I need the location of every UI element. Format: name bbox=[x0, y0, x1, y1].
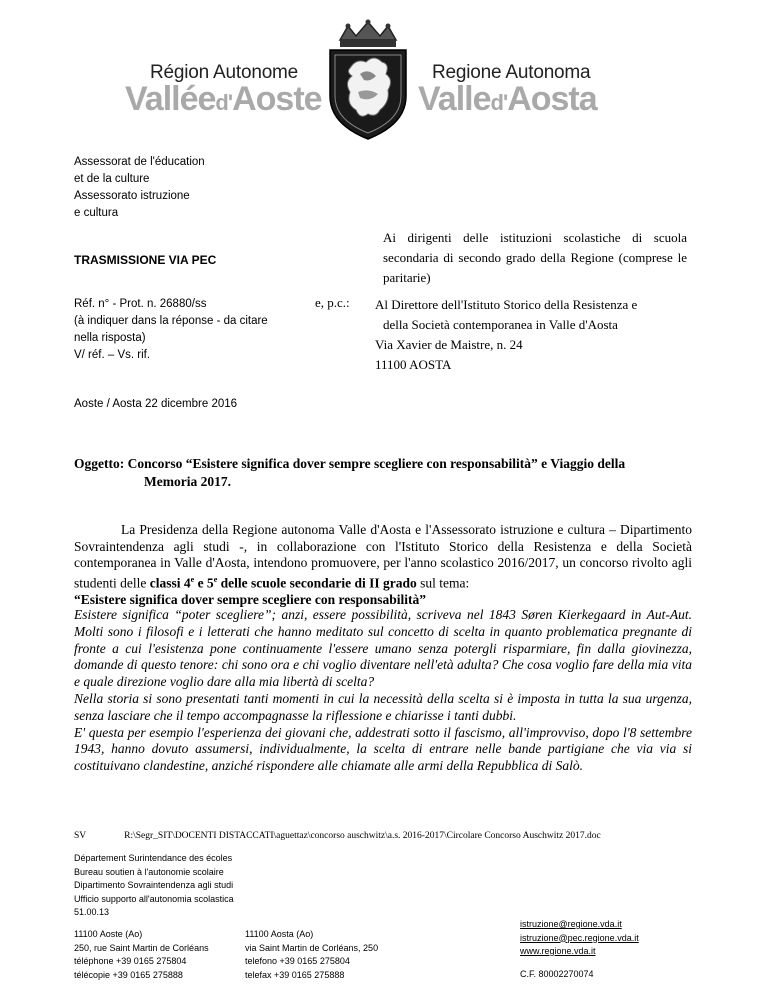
body-paragraph: Nella storia si sono presentati tanti momenti in cui la necessità della scelta si è imposta in tutta la sua urgenza, senza lasciare che il tempo accompagnasse la riflessione e chiarisse i tanti dubbi. bbox=[74, 690, 692, 723]
contest-theme: “Esistere significa dover sempre scegliere con responsabilità” bbox=[74, 591, 426, 607]
author-initials: SV bbox=[74, 831, 87, 841]
footer-file-path: SV R:\Segr_SIT\DOCENTI DISTACCATI\aguettaz\concorso auschwitz\a.s. 2016-2017\Circolare Concorso Auschwitz 2017.doc bbox=[74, 831, 601, 841]
primary-recipient: Ai dirigenti delle istituzioni scolastiche di scuola secondaria di secondo grado della Regione (comprese le paritarie) bbox=[383, 230, 687, 285]
logo-left-big-text: Valléed'Aoste bbox=[125, 80, 322, 118]
reference-block bbox=[74, 296, 294, 364]
subject bbox=[74, 455, 692, 491]
recipient-line: della Società contemporanea in Valle d'Aosta bbox=[383, 317, 618, 332]
reference-note: (à indiquer dans la réponse - da citare nella risposta) bbox=[74, 315, 268, 344]
coat-of-arms-icon bbox=[320, 18, 416, 142]
recipient-line: 11100 AOSTA bbox=[375, 357, 452, 372]
body-intro: La Presidenza della Regione autonoma Valle d'Aosta e l'Assessorato istruzione e cultura – Dipartimento Sovraintendenza agli studi -, in collaborazione con l'Istituto Storico della Resistenza e della Società contemporanea in Valle d'Aosta, intendono promuovere, per l'anno scolastico 2016/2017, un concorso rivolto agli studenti delle classi 4e e 5e delle scuole secondarie di II grado sul tema: “Esistere significa dover sempre scegliere con responsabilità” bbox=[74, 522, 692, 607]
department-line: et de la culture bbox=[74, 173, 150, 185]
body-paragraph: Esistere significa “poter scegliere”; anzi, essere possibilità, scriveva nel 1843 Søren Kierkegaard in Aut-Aut. Molti sono i filosofi e i letterati che hanno meditato sul concetto di scelta in quanto problematica pregnante di fronte a cui l'esistenza pone continuamente l'essere umano senza potergli risparmiare, fin dalla giovinezza, domande di questo tenore: chi sono ora e chi voglio diventare nell'età adulta? Che cosa voglio fare della mia vita e quale direzione voglio dare alla mia libertà di scelta? bbox=[74, 607, 692, 690]
secondary-recipient bbox=[375, 295, 690, 375]
your-reference: V/ réf. – Vs. rif. bbox=[74, 349, 151, 361]
subject-line-1: Oggetto: Concorso “Esistere significa dover sempre scegliere con responsabilità” e Viaggio della bbox=[74, 456, 626, 471]
email-link[interactable]: istruzione@regione.vda.it bbox=[520, 919, 622, 929]
cc-label: e, p.c.: bbox=[315, 295, 350, 310]
tax-code: C.F. 80002270074 bbox=[520, 969, 594, 979]
footer-address-fr: 11100 Aoste (Ao) 250, rue Saint Martin de Corléans téléphone +39 0165 275804 télécopie +39 0165 275888 bbox=[74, 929, 209, 980]
transmission-label: TRASMISSIONE VIA PEC bbox=[74, 253, 217, 267]
department-line: Assessorato istruzione bbox=[74, 190, 190, 202]
recipient-line: Via Xavier de Maistre, n. 24 bbox=[375, 337, 523, 352]
recipient-line: Al Direttore dell'Istituto Storico della Resistenza e bbox=[375, 297, 638, 312]
department-line: e cultura bbox=[74, 207, 119, 219]
body-paragraph: E' questa per esempio l'esperienza dei giovani che, addestrati sotto il fascismo, all'improvviso, dopo l'8 settembre 1943, hanno dovuto assumersi, individualmente, la scelta di entrare nelle bande partigiane che via via si costituivano clandestine, anziché rispondere alle chiamate alle armi della Repubblica di Salò. bbox=[74, 724, 692, 774]
protocol-number: Réf. n° - Prot. n. 26880/ss bbox=[74, 298, 207, 310]
logo-left-small-text: Région Autonome bbox=[150, 62, 299, 83]
logo-right-small-text: Regione Autonoma bbox=[432, 62, 591, 83]
footer-department: Département Surintendance des écoles Bureau soutien à l'autonomie scolaire Dipartimento Sovraintendenza agli studi Ufficio supporto all'autonomia scolastica 51.00.13 bbox=[74, 853, 234, 917]
logo-right-big-text: Valled'Aosta bbox=[418, 80, 597, 118]
department-block bbox=[74, 154, 205, 222]
footer-contacts bbox=[520, 918, 639, 959]
department-line: Assessorat de l'éducation bbox=[74, 156, 205, 168]
footer-address-it: 11100 Aosta (Ao) via Saint Martin de Corléans, 250 telefono +39 0165 275804 telefax +39 0165 275888 bbox=[245, 929, 379, 980]
letter-date: Aoste / Aosta 22 dicembre 2016 bbox=[74, 398, 238, 410]
pec-email-link[interactable]: istruzione@pec.regione.vda.it bbox=[520, 932, 639, 943]
subject-line-2: Memoria 2017. bbox=[144, 474, 231, 489]
website-link[interactable]: www.regione.vda.it bbox=[520, 946, 596, 956]
body-italic bbox=[74, 607, 692, 775]
